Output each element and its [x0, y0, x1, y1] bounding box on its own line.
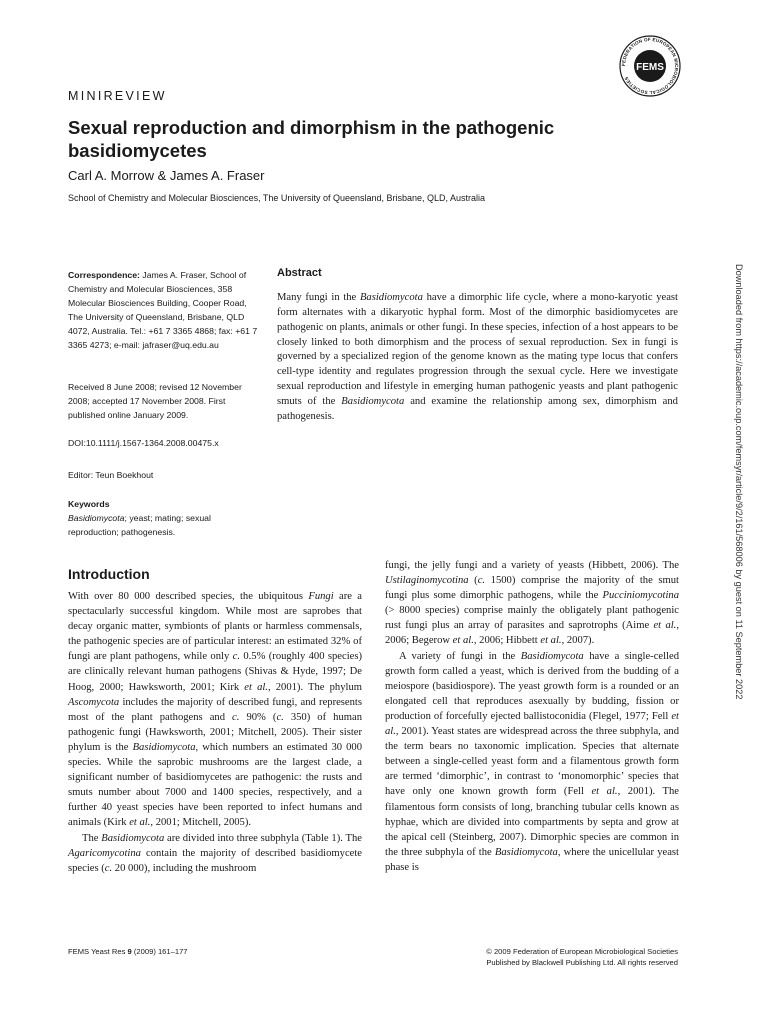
body-column-left [68, 589, 362, 876]
download-note: Downloaded from https://academic.oup.com/femsyr/article/9/2/161/568006 by guest on 11 September 2022 [734, 264, 744, 700]
introduction-heading: Introduction [68, 566, 150, 582]
keywords-rest: ; yeast; mating; sexual reproduction; pathogenesis. [68, 513, 211, 537]
correspondence-label: Correspondence: [68, 270, 140, 280]
article-title: Sexual reproduction and dimorphism in the pathogenic basidiomycetes [68, 117, 555, 161]
keywords-heading: Keywords [68, 499, 110, 509]
publisher-line: Published by Blackwell Publishing Ltd. All rights reserved [486, 958, 678, 967]
abstract-body: Many fungi in the Basidiomycota have a dimorphic life cycle, where a mono-karyotic yeast form alternates with a dikaryotic hyphal form. Most of the dimorphic basidiomycetes are pathogenic on plants, animals or other fungi. In these species, infection of a host appears to be closely linked to both dimorphism and the process of sexual reproduction. Sex in fungi is governed by a specialized region of the genome known as the mating type locus that confers cell-type identity and regulates progression through the sexual cycle. Here we investigate sexual reproduction and lifestyle in emerging human pathogenic yeasts and plant pathogenic smuts of the Basidiomycota and examine the relationship among sex, dimorphism and pathogenesis. [277, 292, 678, 422]
abstract-heading: Abstract [277, 267, 322, 279]
download-watermark [730, 264, 750, 784]
footer-year-pages: (2009) 161–177 [133, 947, 188, 956]
footer-copyright [486, 946, 678, 968]
history-dates: Received 8 June 2008; revised 12 November 2008; accepted 17 November 2008. First published online January 2009. [68, 382, 242, 420]
doi[interactable]: DOI:10.1111/j.1567-1364.2008.00475.x [68, 438, 219, 448]
correspondence [68, 268, 258, 352]
logo-text: FEMS [636, 62, 664, 73]
footer-citation [68, 946, 188, 957]
footer-journal: FEMS Yeast Res [68, 947, 126, 956]
editor: Editor: Teun Boekhout [68, 470, 154, 480]
paragraph: With over 80 000 described species, the ubiquitous Fungi are a spectacularly successful kingdom. While most are saprobes that decay organic matter, symbionts of plants or harmless commensals, the pathogenic species are of particular interest: an estimated 32% of fungi are plant pathogens, while only c. 0.5% (roughly 400 species) are clinically relevant human pathogens (Shivas & Hyde, 1997; De Hoog, 2000; Hawksworth, 2001; Kirk et al., 2001). The phylum Ascomycota includes the majority of described fungi, and represents most of the plant pathogens and c. 90% (c. 350) of human pathogenic fungi (Hawksworth, 2001; Mitchell, 2005). Their sister phylum is the Basidiomycota, which numbers an estimated 30 000 species. While the saprobic mushrooms are the largest clade, a significant number of basidiomycetes are pathogenic: the rusts and smuts number about 7000 and 1400 species, respectively, and a further 40 yeast species have been reported to infect humans and animals (Kirk et al., 2001; Mitchell, 2005). [68, 591, 363, 829]
keywords [68, 511, 258, 539]
paragraph: The Basidiomycota are divided into three subphyla (Table 1). The Agaricomycotina contain the majority of described basidiomycete species (c. 20 000), including the mushroom [68, 832, 362, 874]
authors: Carl A. Morrow & James A. Fraser [68, 168, 265, 183]
footer-volume: 9 [127, 947, 132, 956]
body-column-right [385, 558, 679, 875]
affiliation: School of Chemistry and Molecular Biosciences, The University of Queensland, Brisbane, QLD, Australia [68, 193, 486, 203]
article-type-label: MINIREVIEW [68, 89, 167, 103]
logo-ring-text: FEDERATION OF EUROPEAN MICROBIOLOGICAL SOCIETIES [620, 36, 680, 96]
fems-logo [618, 34, 682, 98]
copyright-line: © 2009 Federation of European Microbiological Societies [486, 947, 678, 956]
keywords-italic: Basidiomycota [68, 513, 125, 523]
paragraph: A variety of fungi in the Basidiomycota have a single-celled growth form called a yeast, which is derived from the budding of a meiospore (basidiospore). The yeast growth form is a rounded or an elongated cell that reproduces asexually by budding, fission or production of forcefully ejected ballistoconidia (Flegel, 1977; Fell et al., 2001). Yeast states are widespread across the three subphyla, and the term bears no taxonomic implication. Species that alternate between a single-celled yeast form and a filamentous growth form are termed ‘dimorphic’, in contrast to ‘monomorphic’ species that have only one known growth form (Fell et al., 2001). The filamentous form consists of long, branching tubular cells known as hyphae, which are divided into compartments by septa and grow at the apical cell (Steinberg, 2007). Dimorphic species are common in the three subphyla of the Basidiomycota, where the unicellular yeast phase is [385, 650, 679, 873]
correspondence-text: James A. Fraser, School of Chemistry and Molecular Biosciences, 358 Molecular Biosciences Building, Cooper Road, The University of Queensland, Brisbane, QLD 4072, Australia. Tel.: +61 7 3365 4868; fax: +61 7 3365 4273; e-mail: jafraser@uq.edu.au [68, 270, 258, 350]
paragraph: fungi, the jelly fungi and a variety of yeasts (Hibbett, 2006). The Ustilaginomycotina (c. 1500) comprise the majority of the smut fungi plus some dimorphic pathogens, while the Pucciniomycotina (> 8000 species) comprise mainly the obligately plant pathogenic rust fungi plus an array of parasites and saprotrophs (Aime et al., 2006; Begerow et al., 2006; Hibbett et al., 2007). [385, 560, 679, 647]
